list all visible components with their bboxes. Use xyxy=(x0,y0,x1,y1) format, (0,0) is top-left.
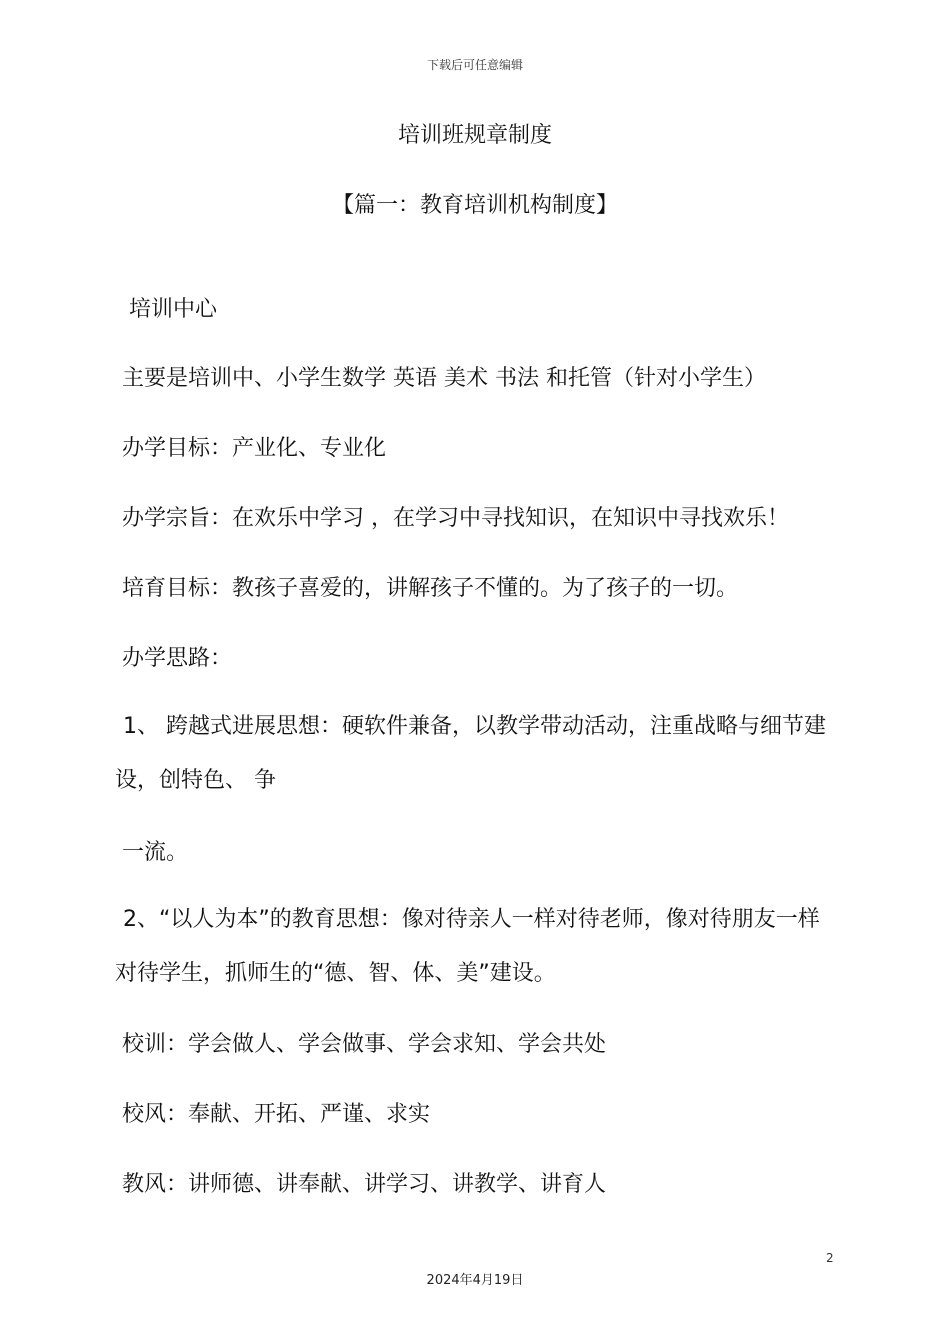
paragraph-education-goal: 培育目标：教孩子喜爱的，讲解孩子不懂的。为了孩子的一切。 xyxy=(122,576,739,601)
paragraph-school-goal: 办学目标：产业化、专业化 xyxy=(122,436,387,461)
paragraph-school-purpose: 办学宗旨：在欢乐中学习 ，在学习中寻找知识，在知识中寻找欢乐！ xyxy=(122,506,789,531)
paragraph-training-center: 培训中心 xyxy=(129,297,218,322)
paragraph-thinking-1 xyxy=(115,700,835,808)
paragraph-thinking-1-text: 1、 跨越式进展思想：硬软件兼备，以教学带动活动，注重战略与细节建设，创特色、 争 xyxy=(115,714,826,793)
page-number: 2 xyxy=(826,1251,834,1265)
paragraph-main-courses: 主要是培训中、小学生数学 英语 美术 书法 和托管（针对小学生） xyxy=(122,366,766,391)
header-note: 下载后可任意编辑 xyxy=(426,58,523,72)
paragraph-thinking-2-text: 2、“以人为本”的教育思想：像对待亲人一样对待老师，像对待朋友一样对待学生，抓师生的“德、智、体、美”建设。 xyxy=(115,907,820,986)
paragraph-thinking-1-end: 一流。 xyxy=(122,840,189,865)
paragraph-teaching-style: 教风：讲师德、讲奉献、讲学习、讲教学、讲育人 xyxy=(122,1172,607,1197)
section-title: 【篇一：教育培训机构制度】 xyxy=(331,193,618,218)
paragraph-thinking-2 xyxy=(115,893,835,1001)
paragraph-school-thinking: 办学思路： xyxy=(122,646,233,671)
document-title: 培训班规章制度 xyxy=(397,123,552,148)
footer-date: 2024年4月19日 xyxy=(426,1273,524,1288)
paragraph-school-spirit: 校风：奉献、开拓、严谨、求实 xyxy=(122,1102,431,1127)
paragraph-school-motto: 校训：学会做人、学会做事、学会求知、学会共处 xyxy=(122,1032,607,1057)
